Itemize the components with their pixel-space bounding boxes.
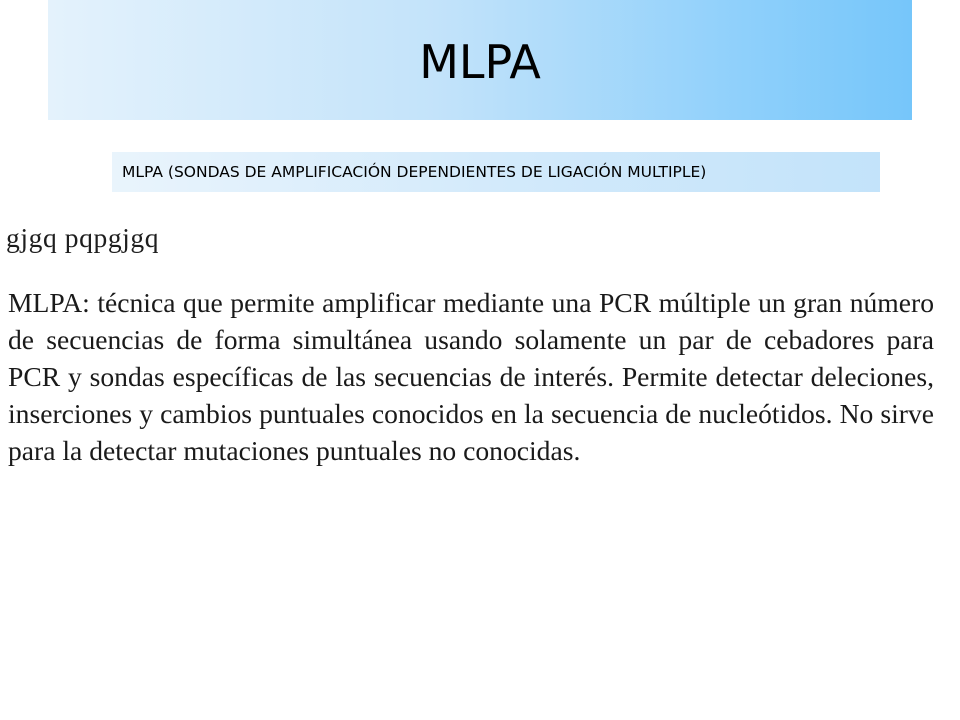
definition-term: MLPA:	[8, 287, 90, 318]
slide-subtitle: MLPA (SONDAS DE AMPLIFICACIÓN DEPENDIENTES DE LIGACIÓN MULTIPLE)	[122, 163, 707, 181]
title-banner	[48, 0, 912, 120]
definition-paragraph	[8, 284, 934, 469]
subtitle-box	[112, 152, 880, 192]
slide-title: MLPA	[419, 35, 541, 89]
definition-body: técnica que permite amplificar mediante una PCR múltiple un gran número de secuencias de forma simultánea usando solamente un par de cebadores para PCR y sondas específicas de las secuencias de interés. Permite detectar deleciones, inserciones y cambios puntuales conocidos en la secuencia de nucleótidos. No sirve para la detectar mutaciones puntuales no conocidas.	[8, 287, 934, 466]
cropped-previous-line: gjgq pqpgjgq	[6, 222, 160, 253]
scanned-text-image	[0, 222, 960, 524]
